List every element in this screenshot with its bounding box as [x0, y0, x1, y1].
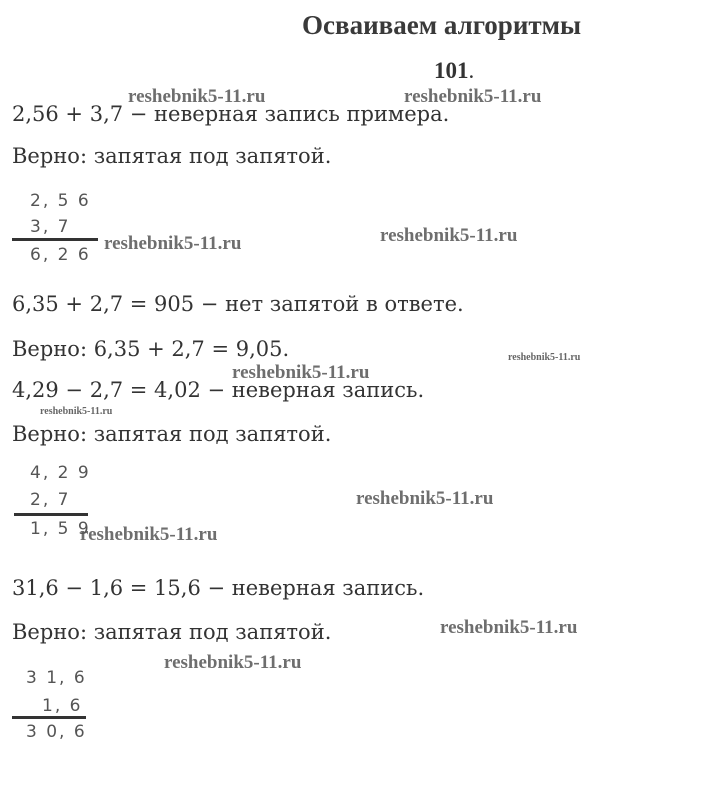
- task-number-dot: .: [468, 58, 475, 83]
- calc3-top: 3 1, 6: [26, 668, 87, 688]
- watermark: reshebnik5-11.ru: [356, 488, 494, 509]
- calc1-top: 2, 5 6: [30, 191, 91, 211]
- text-line-7: 31,6 − 1,6 = 15,6 − неверная запись.: [12, 576, 425, 600]
- task-number-value: 101: [434, 58, 469, 83]
- calc1-bar: [12, 238, 98, 241]
- watermark: reshebnik5-11.ru: [440, 617, 578, 638]
- task-number: [434, 58, 474, 84]
- watermark: reshebnik5-11.ru: [104, 233, 242, 254]
- text-line-2: Верно: запятая под запятой.: [12, 144, 332, 168]
- watermark: reshebnik5-11.ru: [128, 86, 266, 107]
- calc1-mid: 3, 7: [30, 217, 71, 237]
- watermark-small: reshebnik5-11.ru: [40, 406, 113, 417]
- watermark: reshebnik5-11.ru: [404, 86, 542, 107]
- text-line-8: Верно: запятая под запятой.: [12, 620, 332, 644]
- text-line-4: Верно: 6,35 + 2,7 = 9,05.: [12, 337, 290, 361]
- watermark: reshebnik5-11.ru: [380, 225, 518, 246]
- text-line-5: 4,29 − 2,7 = 4,02 − неверная запись.: [12, 378, 425, 402]
- watermark: reshebnik5-11.ru: [164, 652, 302, 673]
- text-line-6: Верно: запятая под запятой.: [12, 422, 332, 446]
- calc3-mid: 1, 6: [42, 696, 83, 716]
- text-line-3: 6,35 + 2,7 = 905 − нет запятой в ответе.: [12, 292, 464, 316]
- calc2-top: 4, 2 9: [30, 463, 91, 483]
- calc2-result: 1, 5 9: [30, 519, 91, 539]
- calc2-mid: 2, 7: [30, 490, 71, 510]
- calc1-result: 6, 2 6: [30, 245, 91, 265]
- text-line-1: 2,56 + 3,7 − неверная запись примера.: [12, 102, 450, 126]
- calc3-result: 3 0, 6: [26, 722, 87, 742]
- page-title: Осваиваем алгоритмы: [302, 10, 582, 40]
- calc2-bar: [14, 513, 88, 516]
- calc3-bar: [12, 716, 86, 719]
- watermark: reshebnik5-11.ru: [80, 524, 218, 545]
- watermark-small: reshebnik5-11.ru: [508, 352, 581, 363]
- watermark: reshebnik5-11.ru: [232, 362, 370, 383]
